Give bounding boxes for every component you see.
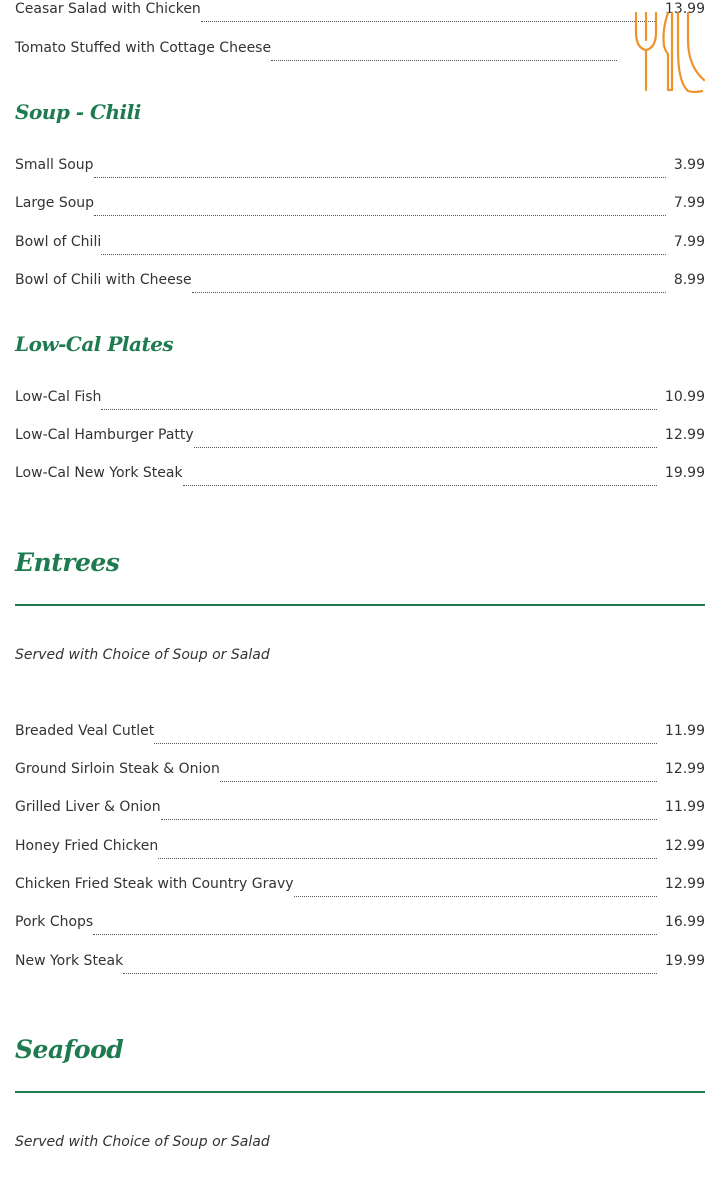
menu-item: [15, 794, 705, 816]
dot-leader: [194, 446, 657, 448]
item-price: 3.99: [673, 157, 705, 173]
menu-item: [15, 718, 705, 740]
item-price: 12.99: [664, 427, 705, 443]
section-title-soup-chili: Soup - Chili: [15, 100, 141, 124]
item-name: Large Soup: [15, 195, 95, 211]
item-price: 7.99: [673, 234, 705, 250]
menu-item: [15, 35, 705, 57]
dot-leader: [154, 742, 657, 744]
item-name: Bowl of Chili with Cheese: [15, 272, 192, 288]
item-price: 16.99: [664, 914, 705, 930]
menu-item: [15, 267, 705, 289]
item-name: Pork Chops: [15, 914, 94, 930]
section-divider: [15, 1091, 705, 1093]
item-name: Grilled Liver & Onion: [15, 799, 161, 815]
item-price: 12.99: [664, 838, 705, 854]
dot-leader: [220, 780, 657, 782]
menu-item: [15, 909, 705, 931]
item-price: 19.99: [664, 465, 705, 481]
menu-item: [15, 190, 705, 212]
menu-item: [15, 422, 705, 444]
dot-leader: [123, 972, 657, 974]
item-price: 13.99: [664, 1, 705, 17]
item-price: 19.99: [664, 953, 705, 969]
menu-item: [15, 871, 705, 893]
item-name: Low-Cal Fish: [15, 389, 102, 405]
section-note: Served with Choice of Soup or Salad: [15, 647, 270, 663]
menu-item: [15, 948, 705, 970]
item-name: Breaded Veal Cutlet: [15, 723, 155, 739]
item-name: Small Soup: [15, 157, 94, 173]
section-title-low-cal: Low-Cal Plates: [15, 332, 174, 356]
item-price: 11.99: [664, 799, 705, 815]
fork-and-knife-icon: [632, 10, 706, 94]
dot-leader: [183, 484, 657, 486]
section-title-seafood: Seafood: [15, 1035, 124, 1064]
item-name: New York Steak: [15, 953, 124, 969]
dot-leader: [94, 176, 666, 178]
dot-leader: [101, 408, 657, 410]
dot-leader: [93, 933, 657, 935]
dot-leader: [192, 291, 666, 293]
item-price: 7.99: [673, 195, 705, 211]
menu-item: [15, 460, 705, 482]
item-price: 8.99: [673, 272, 705, 288]
dot-leader: [158, 857, 657, 859]
dot-leader: [161, 818, 657, 820]
item-price: 10.99: [664, 389, 705, 405]
dot-leader: [94, 214, 666, 216]
menu-item: [15, 229, 705, 251]
dot-leader: [201, 20, 657, 22]
menu-item: [15, 152, 705, 174]
section-title-entrees: Entrees: [15, 548, 120, 577]
item-name: Tomato Stuffed with Cottage Cheese: [15, 40, 272, 56]
item-name: Ceasar Salad with Chicken: [15, 1, 201, 17]
item-name: Ground Sirloin Steak & Onion: [15, 761, 220, 777]
dot-leader: [101, 253, 666, 255]
item-price: 12.99: [664, 876, 705, 892]
item-price: 11.99: [664, 723, 705, 739]
item-name: Bowl of Chili: [15, 234, 102, 250]
item-name: Low-Cal Hamburger Patty: [15, 427, 194, 443]
menu-item: [15, 756, 705, 778]
item-name: Low-Cal New York Steak: [15, 465, 183, 481]
item-name: Honey Fried Chicken: [15, 838, 159, 854]
section-note: Served with Choice of Soup or Salad: [15, 1134, 270, 1150]
dot-leader: [294, 895, 657, 897]
section-divider: [15, 604, 705, 606]
item-name: Chicken Fried Steak with Country Gravy: [15, 876, 294, 892]
item-price: 12.99: [664, 761, 705, 777]
menu-item: [15, 0, 705, 18]
menu-item: [15, 833, 705, 855]
dot-leader: [271, 59, 617, 61]
menu-item: [15, 384, 705, 406]
